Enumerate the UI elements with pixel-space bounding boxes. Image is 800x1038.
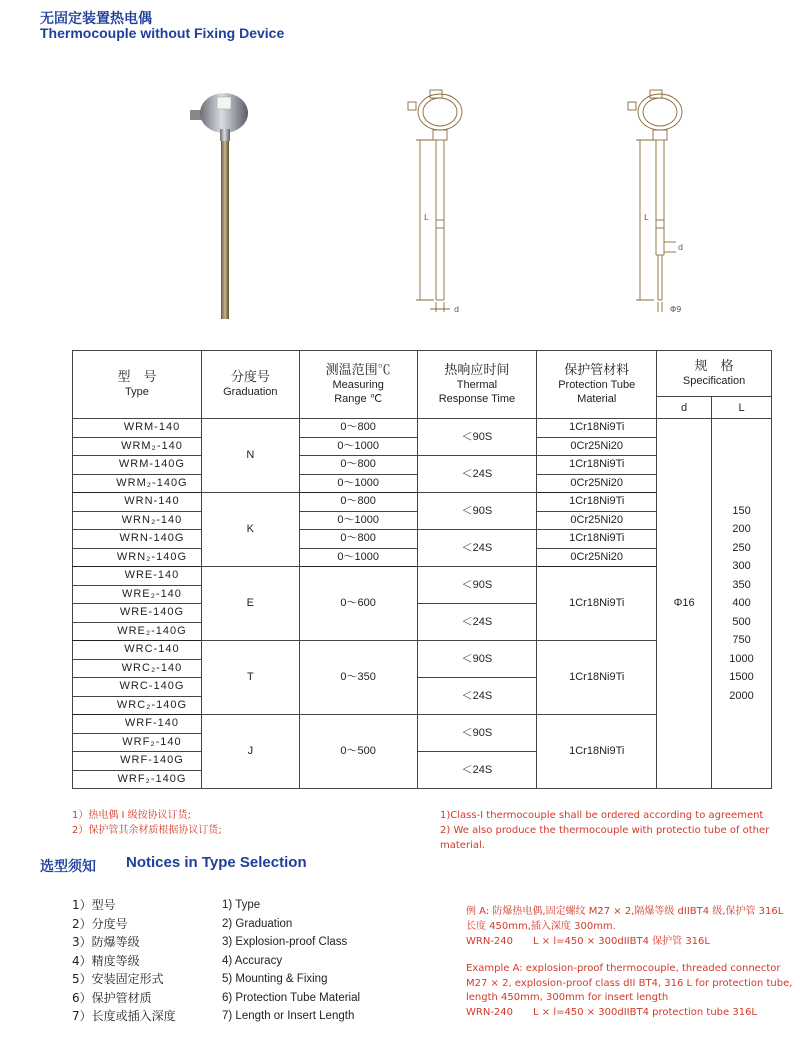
spec-l-value: 200 <box>732 523 751 536</box>
range-cell: 0～600 <box>299 567 417 641</box>
example-en-line: WRN-240 L × l=450 × 300dIIBT4 protection tube 316L <box>466 1006 758 1018</box>
notices-list-cn <box>72 896 176 1026</box>
range-cell: 0～500 <box>299 715 417 789</box>
note-cn-2: 2）保护管其余材质根据协议订货; <box>72 825 222 836</box>
example-en <box>466 962 792 1020</box>
notice-item-en: 7) Length or Insert Length <box>222 1010 355 1022</box>
type-cell: WRF₂-140G <box>73 770 202 789</box>
type-cell: WRC₂-140 <box>73 659 202 678</box>
material-cell: 1Cr18Ni9Ti <box>537 456 657 475</box>
example-cn-line: 长度 450mm,插入深度 300mm. <box>466 921 616 932</box>
range-cell: 0～800 <box>299 419 417 438</box>
drawing2-d-label: d <box>678 243 684 252</box>
example-cn-line: 例 A: 防爆热电偶,固定螺纹 M27 × 2,隔爆等级 dIIBT4 级,保护管 316L <box>466 906 784 917</box>
col-spec-l: L <box>712 397 772 419</box>
type-cell: WRM-140G <box>73 456 202 475</box>
range-cell: 0～1000 <box>299 474 417 493</box>
notice-item-cn: 1）型号 <box>72 898 116 912</box>
spec-l-value: 2000 <box>729 689 754 702</box>
material-cell: 1Cr18Ni9Ti <box>537 715 657 789</box>
response-cell: ＜24S <box>417 752 537 789</box>
example-en-line: Example A: explosion-proof thermocouple, threaded connector <box>466 963 781 974</box>
graduation-cell: T <box>201 641 299 715</box>
col-material: 保护管材料 Protection Tube Material <box>537 351 657 419</box>
notice-item-en: 5) Mounting & Fixing <box>222 973 328 985</box>
spec-d-cell: Φ16 <box>657 419 712 789</box>
spec-l-value: 400 <box>732 597 751 610</box>
type-cell: WRC-140G <box>73 678 202 697</box>
example-cn <box>466 904 783 949</box>
col-specification: 规 格 Specification <box>657 351 772 397</box>
type-cell: WRE₂-140 <box>73 585 202 604</box>
response-cell: ＜24S <box>417 456 537 493</box>
thermocouple-photo <box>190 85 260 320</box>
material-cell: 1Cr18Ni9Ti <box>537 567 657 641</box>
notices-list-en <box>222 896 360 1026</box>
range-cell: 0～1000 <box>299 548 417 567</box>
spec-l-value: 300 <box>732 560 751 573</box>
notice-item-en: 3) Explosion-proof Class <box>222 936 348 948</box>
notices-title-cn: 选型须知 <box>40 859 96 875</box>
graduation-cell: N <box>201 419 299 493</box>
notice-item-en: 2) Graduation <box>222 917 293 930</box>
response-cell: ＜24S <box>417 530 537 567</box>
range-cell: 0～800 <box>299 456 417 475</box>
drawing1-l-label: L <box>424 213 429 222</box>
notices-title-en: Notices in Type Selection <box>126 854 307 871</box>
note-en-2: 2) We also produce the thermocouple with protectio tube of other material. <box>440 825 770 851</box>
response-cell: ＜24S <box>417 604 537 641</box>
response-cell: ＜90S <box>417 419 537 456</box>
type-cell: WRC-140 <box>73 641 202 660</box>
range-cell: 0～1000 <box>299 437 417 456</box>
notes-en <box>440 808 800 853</box>
example-en-line: M27 × 2, explosion-proof class dII BT4, 316 L for protection tube, <box>466 977 793 989</box>
material-cell: 0Cr25Ni20 <box>537 511 657 530</box>
material-cell: 0Cr25Ni20 <box>537 474 657 493</box>
graduation-cell: J <box>201 715 299 789</box>
spec-l-cell <box>712 419 772 789</box>
spec-l-value: 350 <box>732 578 751 591</box>
type-cell: WRM-140 <box>73 419 202 438</box>
type-cell: WRF-140 <box>73 715 202 734</box>
notice-item-en: 1) Type <box>222 899 261 911</box>
response-cell: ＜90S <box>417 715 537 752</box>
type-cell: WRC₂-140G <box>73 696 202 715</box>
type-cell: WRM₂-140G <box>73 474 202 493</box>
material-cell: 0Cr25Ni20 <box>537 437 657 456</box>
spec-l-value: 250 <box>732 541 751 554</box>
range-cell: 0～800 <box>299 493 417 512</box>
drawing1-d-label: d <box>454 305 460 314</box>
spec-l-value: 1500 <box>729 671 754 684</box>
material-cell: 1Cr18Ni9Ti <box>537 419 657 438</box>
type-cell: WRE-140 <box>73 567 202 586</box>
notes-cn <box>72 808 222 838</box>
drawing-thermocouple-type-2 <box>620 80 715 320</box>
type-cell: WRN₂-140G <box>73 548 202 567</box>
page-title-cn: 无固定装置热电偶 <box>40 11 152 27</box>
col-type: 型 号 Type <box>73 351 202 419</box>
note-en-1: 1)Class-I thermocouple shall be ordered according to agreement <box>440 810 764 821</box>
material-cell: 1Cr18Ni9Ti <box>537 530 657 549</box>
drawing2-dia-label: Φ9 <box>670 305 682 314</box>
notice-item-en: 4) Accuracy <box>222 954 283 967</box>
range-cell: 0～1000 <box>299 511 417 530</box>
col-spec-d: d <box>657 397 712 419</box>
range-cell: 0～800 <box>299 530 417 549</box>
notice-item-cn: 4）精度等级 <box>72 953 140 968</box>
type-cell: WRF₂-140 <box>73 733 202 752</box>
example-en-line: length 450mm, 300mm for insert length <box>466 992 669 1003</box>
col-measuring-range: 测温范围℃ Measuring Range ℃ <box>299 351 417 419</box>
col-graduation: 分度号 Graduation <box>201 351 299 419</box>
response-cell: ＜90S <box>417 641 537 678</box>
graduation-cell: E <box>201 567 299 641</box>
graduation-cell: K <box>201 493 299 567</box>
type-cell: WRN-140 <box>73 493 202 512</box>
material-cell: 0Cr25Ni20 <box>537 548 657 567</box>
drawing2-l-label: L <box>644 213 649 222</box>
notice-item-cn: 3）防爆等级 <box>72 935 140 949</box>
response-cell: ＜24S <box>417 678 537 715</box>
type-cell: WRE-140G <box>73 604 202 623</box>
spec-l-value: 500 <box>732 615 751 628</box>
note-cn-1: 1）热电偶 I 级按协议订货; <box>72 810 192 821</box>
notice-item-cn: 6）保护管材质 <box>72 990 152 1005</box>
material-cell: 1Cr18Ni9Ti <box>537 493 657 512</box>
drawing-thermocouple-type-1 <box>400 80 495 320</box>
response-cell: ＜90S <box>417 493 537 530</box>
spec-l-value: 1000 <box>729 652 754 665</box>
col-response-time: 热响应时间 Thermal Response Time <box>417 351 537 419</box>
notice-item-cn: 7）长度或插入深度 <box>72 1009 176 1023</box>
notice-item-en: 6) Protection Tube Material <box>222 991 361 1004</box>
type-cell: WRN₂-140 <box>73 511 202 530</box>
response-cell: ＜90S <box>417 567 537 604</box>
range-cell: 0～350 <box>299 641 417 715</box>
type-cell: WRF-140G <box>73 752 202 771</box>
type-cell: WRM₂-140 <box>73 437 202 456</box>
table-row <box>73 419 772 438</box>
notice-item-cn: 5）安装固定形式 <box>72 972 164 986</box>
type-cell: WRN-140G <box>73 530 202 549</box>
material-cell: 1Cr18Ni9Ti <box>537 641 657 715</box>
page-title-en: Thermocouple without Fixing Device <box>40 25 285 41</box>
notice-item-cn: 2）分度号 <box>72 916 128 931</box>
type-cell: WRE₂-140G <box>73 622 202 641</box>
specification-table <box>72 350 772 789</box>
spec-l-value: 750 <box>732 634 751 647</box>
spec-l-value: 150 <box>732 504 751 517</box>
example-cn-line: WRN-240 L × l=450 × 300dIIBT4 保护管 316L <box>466 936 710 947</box>
